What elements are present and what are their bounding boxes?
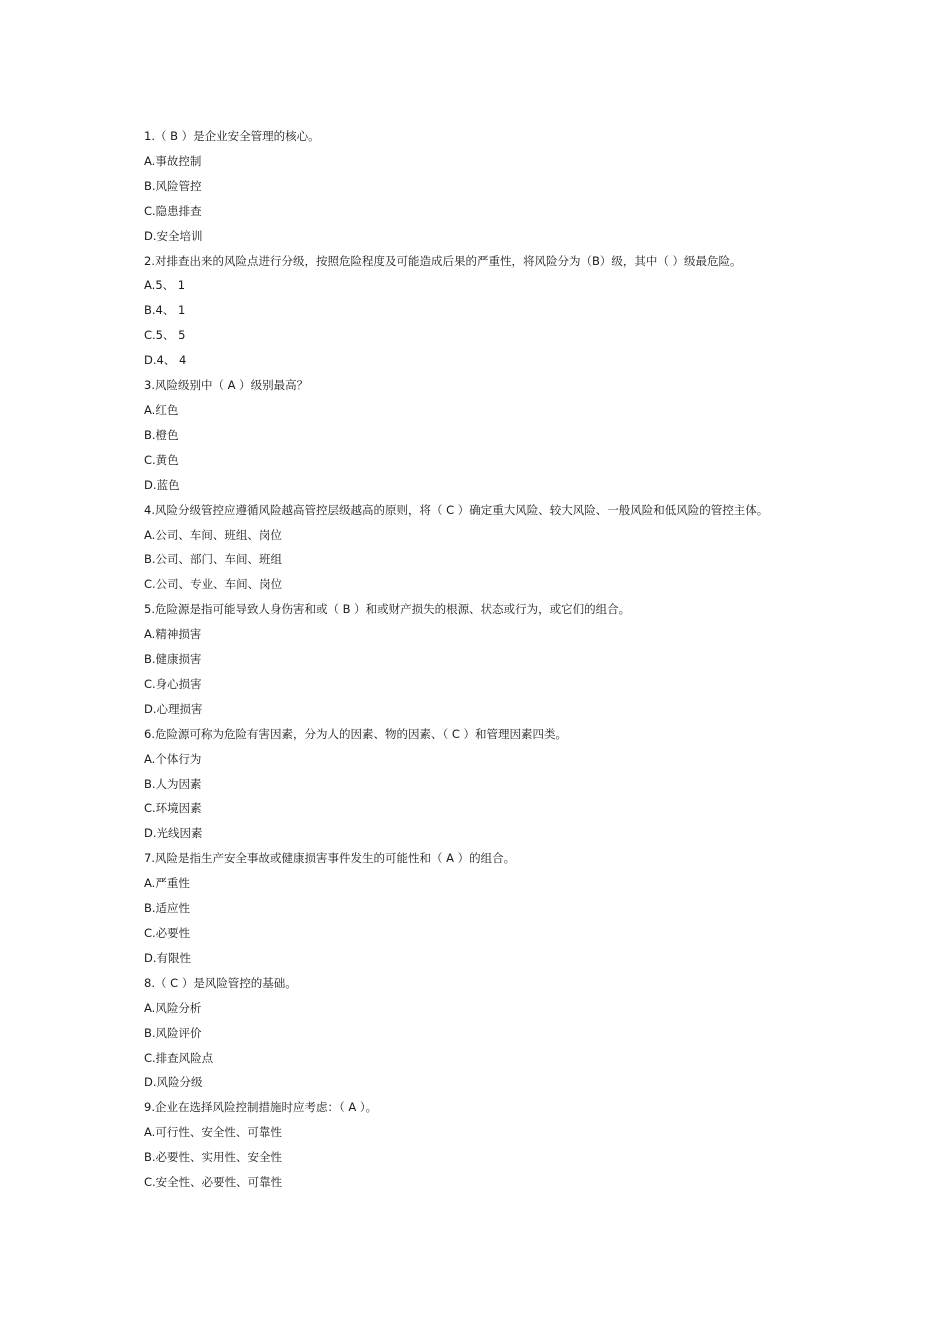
- option-b: B.4、 1: [144, 303, 186, 318]
- option-d: D.光线因素: [144, 826, 203, 841]
- option-c: C.黄色: [144, 452, 179, 467]
- question-1: [144, 124, 810, 249]
- option-a: A.风险分析: [144, 1000, 202, 1015]
- option-a: A.精神损害: [144, 627, 202, 642]
- option-a: A.事故控制: [144, 153, 202, 168]
- option-d: D.安全培训: [144, 228, 203, 243]
- question-6: [144, 722, 810, 847]
- question-stem: 9.企业在选择风险控制措施时应考虑：（ A ）。: [144, 1100, 378, 1115]
- question-2: [144, 249, 810, 374]
- question-stem: 4.风险分级管控应遵循风险越高管控层级越高的原则，将（ C ）确定重大风险、较大风险、一般风险和低风险的管控主体。: [144, 502, 769, 517]
- question-stem: 6.危险源可称为危险有害因素，分为人的因素、物的因素、（ C ）和管理因素四类。: [144, 726, 568, 741]
- question-5: [144, 597, 810, 722]
- question-8: [144, 971, 810, 1096]
- option-b: B.适应性: [144, 901, 191, 916]
- question-3: [144, 373, 810, 498]
- option-c: C.环境因素: [144, 801, 202, 816]
- option-b: B.橙色: [144, 427, 179, 442]
- question-7: [144, 846, 810, 971]
- option-d: D.心理损害: [144, 701, 203, 716]
- option-d: D.蓝色: [144, 477, 180, 492]
- question-4: [144, 498, 810, 598]
- option-a: A.严重性: [144, 876, 190, 891]
- option-c: C.身心损害: [144, 676, 202, 691]
- option-b: B.风险评价: [144, 1025, 202, 1040]
- option-a: A.公司、车间、班组、岗位: [144, 527, 282, 542]
- option-b: B.人为因素: [144, 776, 202, 791]
- option-c: C.必要性: [144, 926, 191, 940]
- option-b: B.必要性、实用性、安全性: [144, 1150, 283, 1165]
- question-stem: 8.（ C ）是风险管控的基础。: [144, 975, 297, 990]
- option-a: A.个体行为: [144, 751, 202, 766]
- option-d: D.4、 4: [144, 353, 187, 368]
- question-stem: 2.对排查出来的风险点进行分级，按照危险程度及可能造成后果的严重性，将风险分为（B）级，其中（ ）级最危险。: [144, 253, 742, 268]
- question-stem: 3.风险级别中（ A ）级别最高？: [144, 378, 309, 393]
- option-c: C.公司、专业、车间、岗位: [144, 577, 283, 592]
- option-b: B.风险管控: [144, 178, 202, 193]
- question-stem: 7.风险是指生产安全事故或健康损害事件发生的可能性和（ A ）的组合。: [144, 851, 516, 866]
- document-page: [144, 124, 810, 1195]
- option-b: B.健康损害: [144, 652, 202, 667]
- option-c: C.排查风险点: [144, 1050, 214, 1065]
- option-d: D.风险分级: [144, 1075, 203, 1090]
- question-stem: 1.（ B ）是企业安全管理的核心。: [144, 129, 320, 143]
- option-b: B.公司、部门、车间、班组: [144, 552, 283, 567]
- option-c: C.安全性、必要性、可靠性: [144, 1175, 283, 1190]
- option-c: C.5、 5: [144, 328, 186, 343]
- option-d: D.有限性: [144, 950, 192, 965]
- question-9: [144, 1095, 810, 1195]
- option-a: A.可行性、安全性、可靠性: [144, 1125, 282, 1140]
- question-stem: 5.危险源是指可能导致人身伤害和或（ B ）和或财产损失的根源、状态或行为，或它们的组合。: [144, 602, 631, 617]
- option-a: A.5、 1: [144, 278, 186, 293]
- option-a: A.红色: [144, 402, 179, 417]
- option-c: C.隐患排查: [144, 203, 202, 218]
